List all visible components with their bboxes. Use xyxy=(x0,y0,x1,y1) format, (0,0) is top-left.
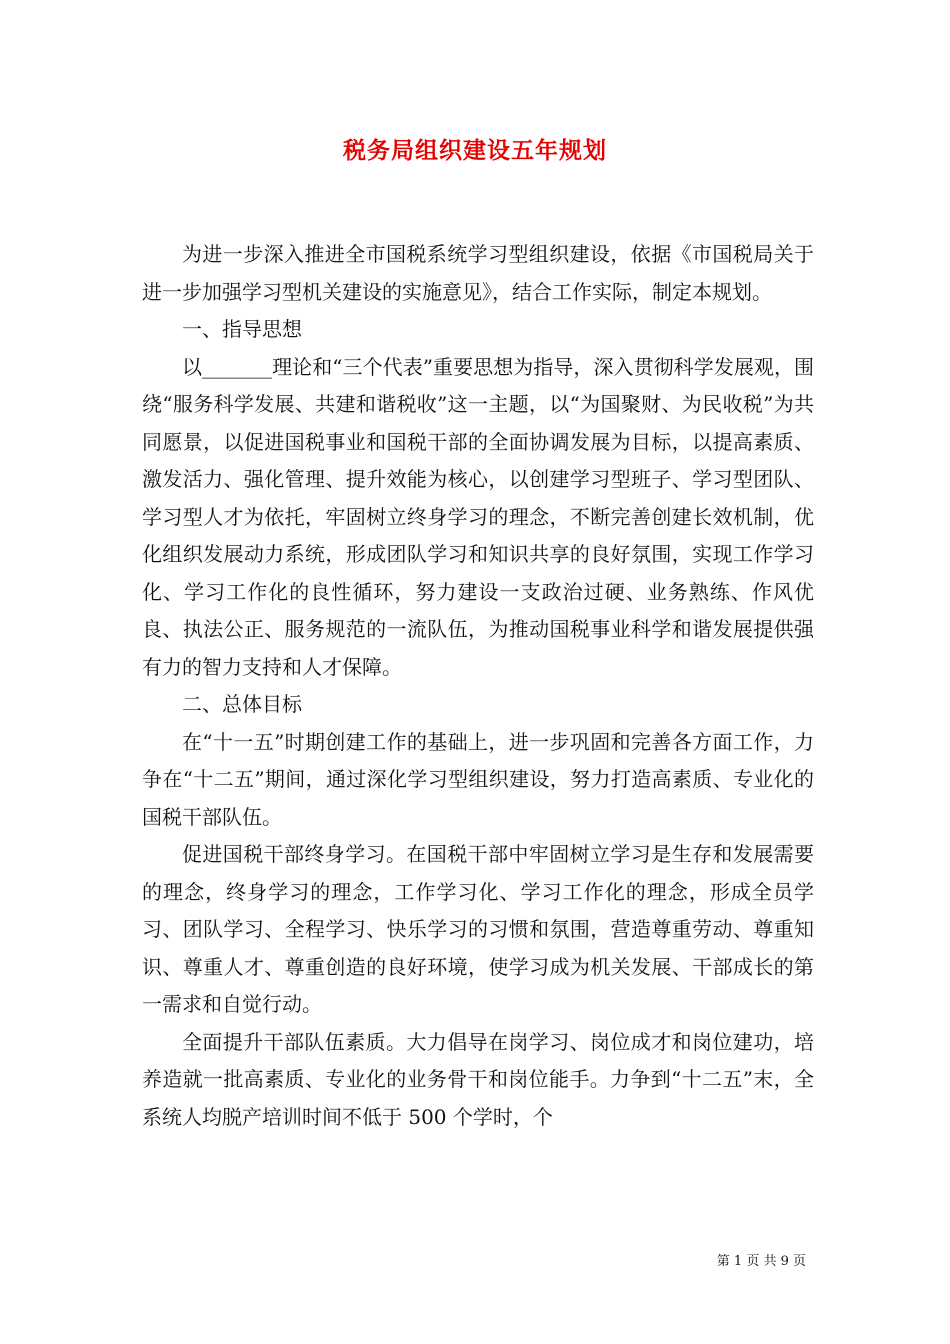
document-body xyxy=(142,236,814,1136)
overall-goal-paragraph: 在“十一五”时期创建工作的基础上，进一步巩固和完善各方面工作，力争在“十二五”期间，通过深化学习型组织建设，努力打造高素质、专业化的国税干部队伍。 xyxy=(142,729,814,829)
document-title: 税务局组织建设五年规划 xyxy=(343,137,607,164)
section-heading-overall-goal: 二、总体目标 xyxy=(182,692,302,716)
guiding-thought-paragraph: 以_______理论和“三个代表”重要思想为指导，深入贯彻科学发展观，围绕“服务科学发展、共建和谐税收”这一主题，以“为国聚财、为民收税”为共同愿景，以促进国税事业和国税干部的全面协调发展为目标，以提高素质、激发活力、强化管理、提升效能为核心，以创建学习型班子、学习型团队、学习型人才为依托，牢固树立终身学习的理念，不断完善创建长效机制，优化组织发展动力系统，形成团队学习和知识共享的良好氛围，实现工作学习化、学习工作化的良性循环，努力建设一支政治过硬、业务熟练、作风优良、执法公正、服务规范的一流队伍，为推动国税事业科学和谐发展提供强有力的智力支持和人才保障。 xyxy=(142,354,814,679)
lifelong-learning-paragraph: 促进国税干部终身学习。在国税干部中牢固树立学习是生存和发展需要的理念，终身学习的理念，工作学习化、学习工作化的理念，形成全员学习、团队学习、全程学习、快乐学习的习惯和氛围，营造尊重劳动、尊重知识、尊重人才、尊重创造的良好环境，使学习成为机关发展、干部成长的第一需求和自觉行动。 xyxy=(142,842,814,1016)
section-heading-guiding-thought: 一、指导思想 xyxy=(182,317,302,341)
quality-improvement-paragraph: 全面提升干部队伍素质。大力倡导在岗学习、岗位成才和岗位建功，培养造就一批高素质、专业化的业务骨干和岗位能手。力争到“十二五”末，全系统人均脱产培训时间不低于 500 个学时，个 xyxy=(142,1029,814,1129)
intro-paragraph: 为进一步深入推进全市国税系统学习型组织建设，依据《市国税局关于进一步加强学习型机关建设的实施意见》，结合工作实际，制定本规划。 xyxy=(142,242,814,304)
page-number-footer: 第 1 页 共 9 页 xyxy=(716,1254,806,1269)
